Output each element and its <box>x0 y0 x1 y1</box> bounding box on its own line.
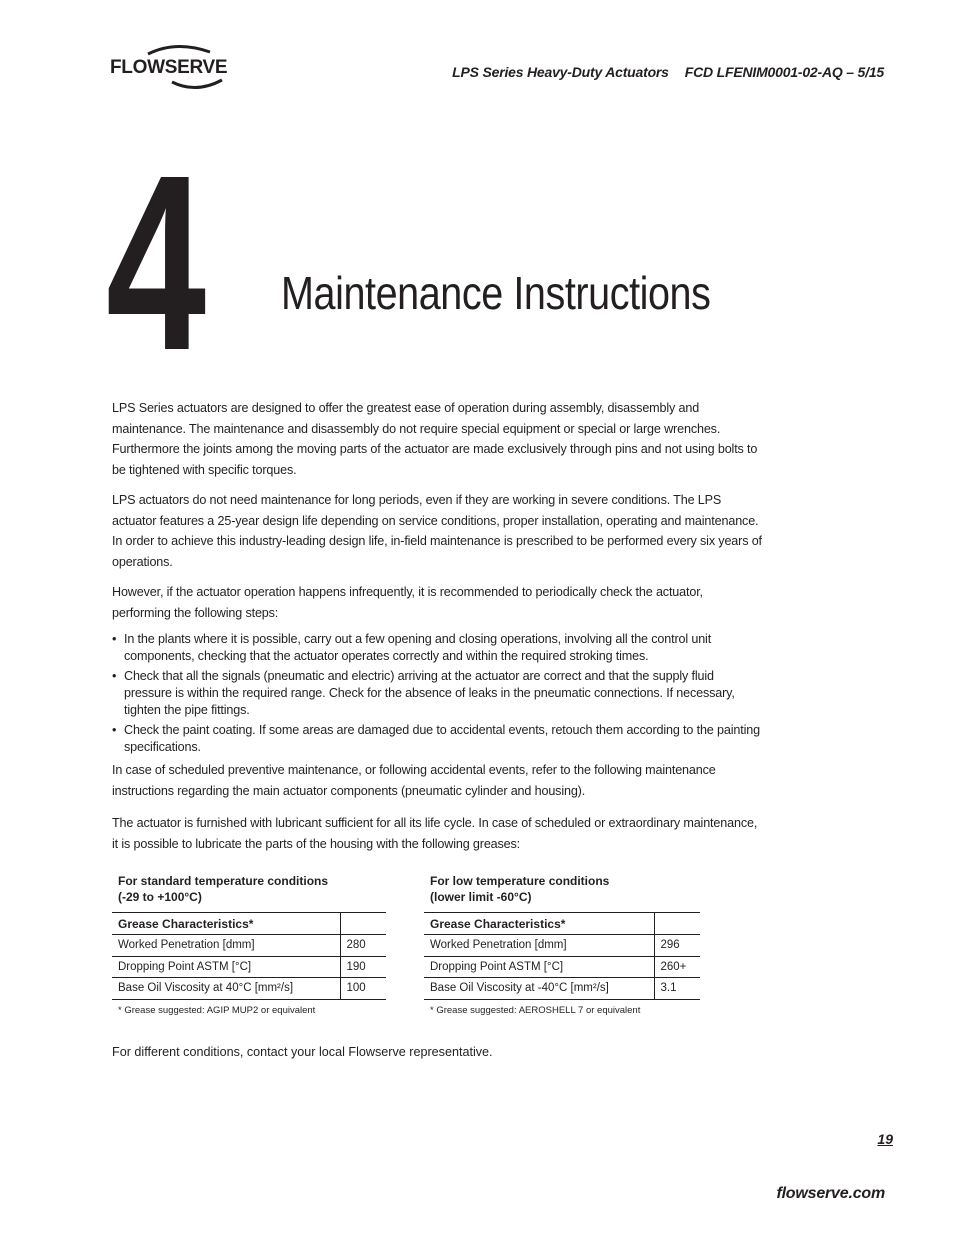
table-note: * Grease suggested: AGIP MUP2 or equivalent <box>118 1004 316 1016</box>
table-header: Grease Characteristics* <box>424 913 654 935</box>
table-condition <box>424 873 700 912</box>
condition-range: (-29 to +100°C) <box>118 890 202 904</box>
table-row <box>424 956 700 978</box>
footer-url-link[interactable]: flowserve.com <box>776 1185 885 1202</box>
row-value: 190 <box>340 956 386 978</box>
standard-temp-table <box>112 873 386 1016</box>
document-header <box>452 64 884 80</box>
row-label: Dropping Point ASTM [°C] <box>424 956 654 978</box>
row-label: Base Oil Viscosity at -40°C [mm²/s] <box>424 978 654 1000</box>
paragraph: In case of scheduled preventive maintenance, or following accidental events, refer to the following maintenance instructions regarding the main actuator components (pneumatic cylinder and housing). <box>112 763 716 798</box>
table-condition <box>112 873 386 912</box>
row-label: Base Oil Viscosity at 40°C [mm²/s] <box>112 978 340 1000</box>
document-title: LPS Series Heavy-Duty Actuators <box>452 64 669 80</box>
table-row <box>112 956 386 978</box>
chapter-number: 4 <box>106 123 199 402</box>
row-label: Dropping Point ASTM [°C] <box>112 956 340 978</box>
row-value: 3.1 <box>654 978 700 1000</box>
paragraph: LPS Series actuators are designed to offer the greatest ease of operation during assembly, disassembly and maintenance. The maintenance and disassembly do not require special equipment or special or large wrenches. Furthermore the joints among the moving parts of the actuator are made exclusively through pins and not using bolts to be tightened with specific torques. <box>112 401 758 477</box>
row-value: 280 <box>340 935 386 957</box>
closing-text: For different conditions, contact your local Flowserve representative. <box>112 1045 493 1059</box>
condition-line: For standard temperature conditions <box>118 874 329 888</box>
row-value: 260+ <box>654 956 700 978</box>
table-header-value <box>340 913 386 935</box>
condition-line: For low temperature conditions <box>430 874 610 888</box>
table-row <box>424 935 700 957</box>
table-row <box>112 978 386 1000</box>
row-value: 296 <box>654 935 700 957</box>
row-label: Worked Penetration [dmm] <box>424 935 654 957</box>
table-row <box>112 935 386 957</box>
paragraph: LPS actuators do not need maintenance for long periods, even if they are working in severe conditions. The LPS actuator features a 25-year design life depending on service conditions, proper installation, operating and maintenance. In order to achieve this industry-leading design life, in-field maintenance is prescribed to be performed every six years of operations. <box>112 493 762 569</box>
body-text <box>112 398 762 864</box>
page-number: 19 <box>877 1131 893 1147</box>
row-value: 100 <box>340 978 386 1000</box>
low-temp-table <box>424 873 700 1016</box>
flowserve-logo <box>110 42 250 94</box>
maintenance-steps-list <box>112 631 762 756</box>
paragraph: However, if the actuator operation happens infrequently, it is recommended to periodically check the actuator, performing the following steps: <box>112 585 703 620</box>
condition-range: (lower limit -60°C) <box>430 890 532 904</box>
table-header: Grease Characteristics* <box>112 913 340 935</box>
table-header-value <box>654 913 700 935</box>
list-item: • In the plants where it is possible, carry out a few opening and closing operations, involving all the control unit components, checking that the actuator operates correctly and within the required stroking times. <box>112 631 762 665</box>
logo-wordmark: FLOWSERVE <box>110 57 228 78</box>
list-item: • Check the paint coating. If some areas are damaged due to accidental events, retouch them according to the painting specifications. <box>112 722 762 756</box>
table-note: * Grease suggested: AEROSHELL 7 or equivalent <box>430 1004 641 1016</box>
list-item: • Check that all the signals (pneumatic and electric) arriving at the actuator are correct and that the supply fluid pressure is within the required range. Check for the absence of leaks in the pneumatic connections. If necessary, tighten the pipe fittings. <box>112 668 762 719</box>
document-code: FCD LFENIM0001-02-AQ – 5/15 <box>684 64 884 80</box>
paragraph: The actuator is furnished with lubricant sufficient for all its life cycle. In case of scheduled or extraordinary maintenance, it is possible to lubricate the parts of the housing with the following greases: <box>112 816 758 851</box>
row-label: Worked Penetration [dmm] <box>112 935 340 957</box>
table-row <box>424 978 700 1000</box>
chapter-title: Maintenance Instructions <box>281 267 711 319</box>
